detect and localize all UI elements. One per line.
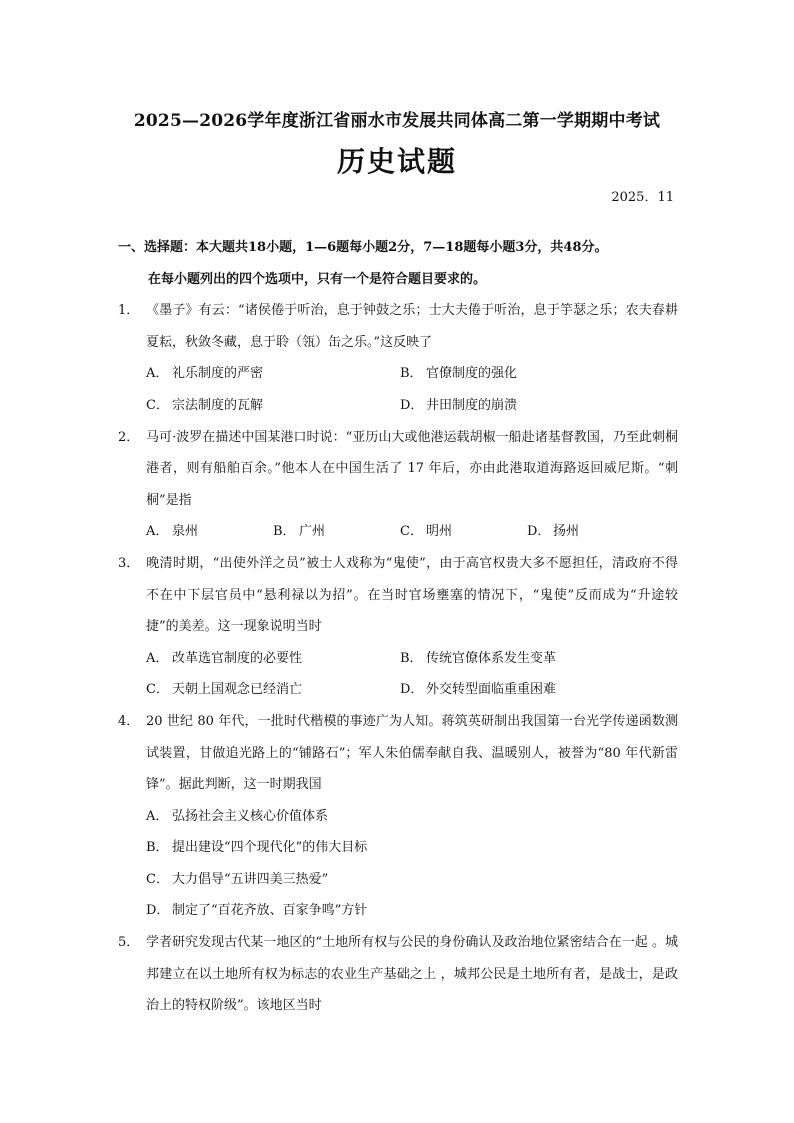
option-text: 制定了“百花齐放、百家争鸣”方针 xyxy=(172,903,368,919)
option-label: B． xyxy=(400,650,423,666)
option-a xyxy=(146,643,400,675)
question-number: 1． xyxy=(118,303,140,319)
option-b xyxy=(118,832,678,864)
option-label: C． xyxy=(146,871,169,887)
question-3 xyxy=(118,548,678,706)
question-stem xyxy=(118,422,678,517)
option-row xyxy=(118,643,678,675)
option-label: B． xyxy=(146,840,169,856)
option-text: 扬州 xyxy=(553,524,580,540)
option-a xyxy=(146,516,273,548)
option-label: A． xyxy=(146,366,169,382)
question-text: 学者研究发现古代某一地区的“土地所有权与公民的身份确认及政治地位紧密结合在一起 。城邦建立在以土地所有权为标志的农业生产基础之上 ，城邦公民是土地所有者，是战士，是政治上的特权阶级”。该地区当时 xyxy=(146,935,678,1014)
question-1 xyxy=(118,295,678,421)
option-b xyxy=(400,643,654,675)
question-text: 《墨子》有云：“诸侯倦于听治，息于钟鼓之乐；士大夫倦于听治，息于竽瑟之乐；农夫春耕夏耘，秋敛冬藏，息于聆（瓴）缶之乐。”这反映了 xyxy=(146,303,678,350)
question-2 xyxy=(118,422,678,548)
option-label: D． xyxy=(400,397,424,413)
option-text: 井田制度的崩溃 xyxy=(426,397,518,413)
option-text: 明州 xyxy=(426,524,453,540)
option-label: B． xyxy=(273,524,296,540)
question-4 xyxy=(118,706,678,927)
exam-title: 2025—2026学年度浙江省丽水市发展共同体高二第一学期期中考试 xyxy=(133,111,661,131)
question-text: 20 世纪 80 年代，一批时代楷模的事迹广为人知。蒋筑英研制出我国第一台光学传递函数测试装置，甘做追光路上的“铺路石”；军人朱伯儒奉献自我、温暖别人，被誉为“80 年代新雷锋”。据此判断，这一时期我国 xyxy=(146,713,678,793)
option-row xyxy=(118,674,678,706)
option-text: 广州 xyxy=(299,524,326,540)
option-c xyxy=(146,390,400,422)
option-d xyxy=(400,674,654,706)
option-d xyxy=(118,895,678,927)
option-text: 提出建设“四个现代化”的伟大目标 xyxy=(172,840,368,856)
question-stem xyxy=(118,706,678,801)
option-b xyxy=(400,358,654,390)
question-number: 4． xyxy=(118,713,140,729)
question-text: 晚清时期，“出使外洋之员”被士人戏称为“鬼使”，由于高官权贵大多不愿担任，清政府不得不在中下层官员中“悬利禄以为招”。在当时官场壅塞的情况下，“鬼使”反而成为“升途较捷”的美差。这一现象说明当时 xyxy=(146,555,678,635)
question-5 xyxy=(118,927,678,1022)
question-number: 2． xyxy=(118,429,140,445)
option-row xyxy=(118,358,678,390)
exam-date: 2025．11 xyxy=(611,190,674,205)
section-heading-text: 一、选择题：本大题共18小题，1—6题每小题2分，7—18题每小题3分，共48分。 xyxy=(118,240,608,255)
option-text: 传统官僚体系发生变革 xyxy=(426,650,557,666)
option-label: C． xyxy=(400,524,423,540)
question-stem xyxy=(118,548,678,643)
option-row xyxy=(118,390,678,422)
option-a xyxy=(118,801,678,833)
question-stem xyxy=(118,927,678,1022)
option-text: 泉州 xyxy=(172,524,199,540)
option-text: 礼乐制度的严密 xyxy=(172,366,264,382)
option-label: D． xyxy=(146,903,170,919)
option-c xyxy=(400,516,527,548)
option-label: B． xyxy=(400,366,423,382)
option-text: 天朝上国观念已经消亡 xyxy=(172,682,303,698)
option-label: C． xyxy=(146,682,169,698)
option-text: 大力倡导“五讲四美三热爱” xyxy=(172,871,329,887)
option-label: A． xyxy=(146,808,169,824)
option-row xyxy=(118,516,678,548)
option-a xyxy=(146,358,400,390)
option-text: 弘扬社会主义核心价值体系 xyxy=(172,808,329,824)
option-d xyxy=(400,390,654,422)
option-text: 改革选官制度的必要性 xyxy=(172,650,303,666)
question-text: 马可·波罗在描述中国某港口时说：“亚历山大或他港运载胡椒一船赴诸基督教国，乃至此刺桐港者，则有船舶百余。”他本人在中国生活了 17 年后，亦由此港取道海路返回威尼斯。“刺桐”是指 xyxy=(146,429,678,508)
option-d xyxy=(527,516,654,548)
option-b xyxy=(273,516,400,548)
option-label: D． xyxy=(527,524,551,540)
section-heading xyxy=(118,232,678,295)
option-label: A． xyxy=(146,650,169,666)
option-label: A． xyxy=(146,524,169,540)
exam-content xyxy=(118,232,678,1022)
option-c xyxy=(146,674,400,706)
question-number: 3． xyxy=(118,555,140,571)
option-c xyxy=(118,864,678,896)
option-text: 官僚制度的强化 xyxy=(426,366,518,382)
option-text: 宗法制度的瓦解 xyxy=(172,397,264,413)
option-label: C． xyxy=(146,397,169,413)
option-label: D． xyxy=(400,682,424,698)
question-stem xyxy=(118,295,678,358)
subject-title: 历史试题 xyxy=(336,145,457,178)
section-subheading: 在每小题列出的四个选项中，只有一个是符合题目要求的。 xyxy=(148,271,487,287)
option-text: 外交转型面临重重困难 xyxy=(426,682,557,698)
question-number: 5． xyxy=(118,935,140,951)
